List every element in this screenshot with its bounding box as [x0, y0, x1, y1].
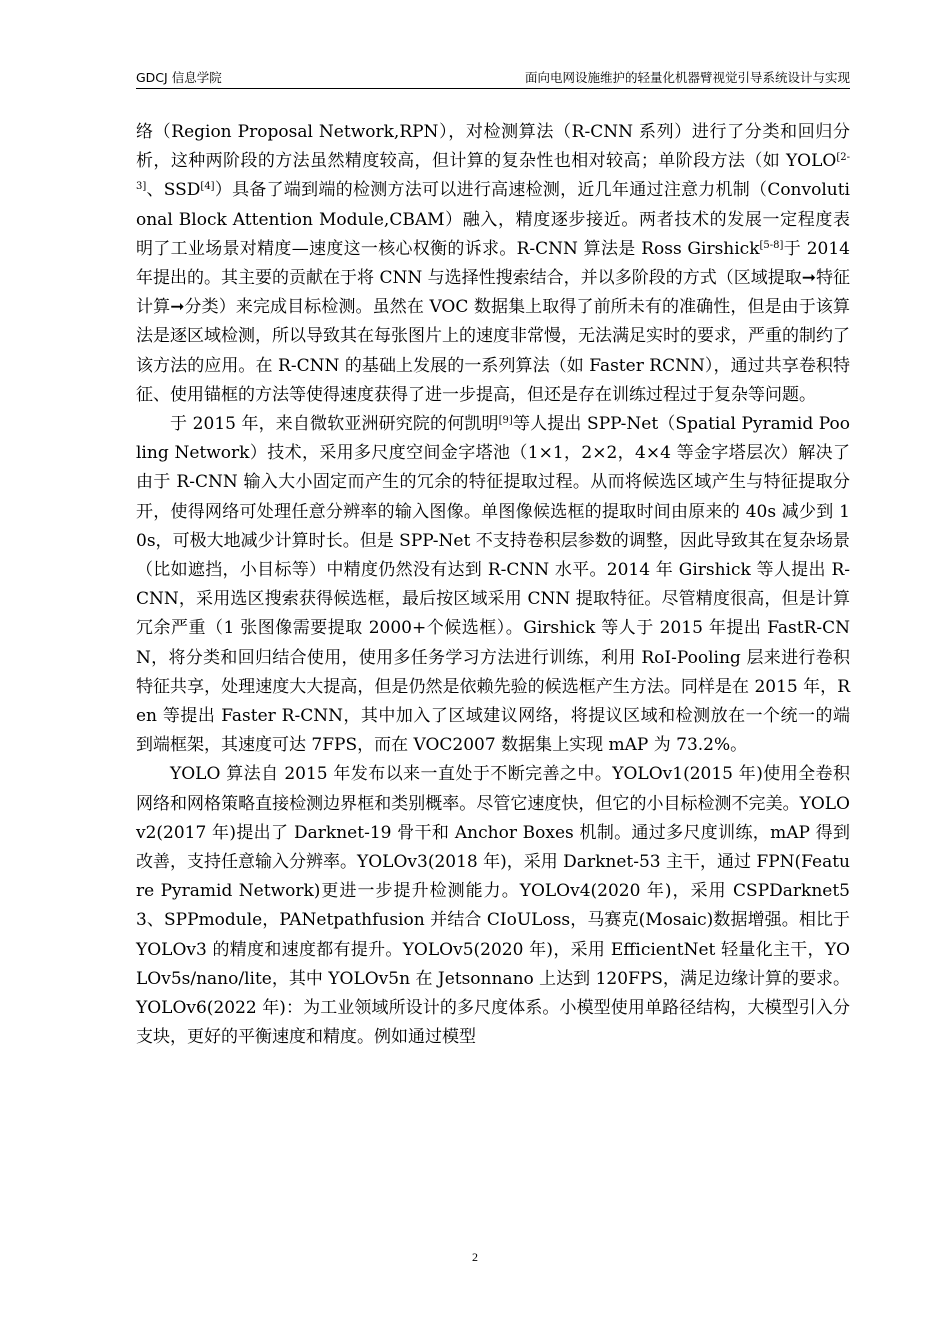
text-run: 于 2015 年，来自微软亚洲研究院的何凯明	[170, 414, 499, 435]
citation: [5-8]	[759, 239, 784, 251]
citation: [2-3]	[136, 152, 850, 193]
text-run: YOLO 算法自 2015 年发布以来一直处于不断完善之中。YOLOv1(2015 年)使用全卷积网络和网格策略直接检测边界框和类别概率。尽管它速度快，但它的小目标检测不完美。YOLOv2(2017 年)提出了 Darknet-19 骨干和 Anchor Boxes 机制。通过多尺度训练，mAP 得到改善，支持任意输入分辨率。YOLOv3(2018 年)，采用 Darknet-53 主干，通过 FPN(Feature Pyramid Network)更进一步提升检测能力。YOLOv4(2020 年)，采用 CSPDarknet53、SPPmodule，PANetpathfusion 并结合 CIoULoss，马赛克(Mosaic)数据增强。相比于 YOLOv3 的精度和速度都有提升。YOLOv5(2020 年)，采用 EfficientNet 轻量化主干，YOLOv5s/nano/lite，其中 YOLOv5n 在 Jetsonnano 上达到 120FPS，满足边缘计算的要求。YOLOv6(2022 年)：为工业领域所设计的多尺度体系。小模型使用单路径结构，大模型引入分支块，更好的平衡速度和精度。例如通过模型	[136, 764, 850, 1048]
citation: [4]	[200, 181, 215, 193]
page-header	[136, 66, 850, 89]
header-institution: GDCJ 信息学院	[136, 70, 222, 85]
paragraph-spp-net	[136, 410, 850, 760]
text-run: 、SSD	[146, 180, 201, 201]
text-run: ）具备了端到端的检测方法可以进行高速检测，近几年通过注意力机制（Convolutional Block Attention Module,CBAM）融入，精度逐步接近。两者技术的发展一定程度表明了工业场景对精度—速度这一核心权衡的诉求。R-CNN 算法是 Ross Girshick	[136, 180, 850, 259]
text-run: 络（Region Proposal Network,RPN），对检测算法（R-CNN 系列）进行了分类和回归分析，这种两阶段的方法虽然精度较高，但计算的复杂性也相对较高；单阶段方法（如 YOLO	[136, 122, 850, 172]
paragraph-continuation	[136, 118, 850, 410]
citation: [9]	[498, 415, 513, 427]
page-number: 2	[472, 1250, 478, 1264]
text-run: 等人提出 SPP-Net（Spatial Pyramid Pooling Network）技术，采用多尺度空间金字塔池（1×1，2×2，4×4 等金字塔层次）解决了由于 R-CNN 输入大小固定而产生的冗余的特征提取过程。从而将候选区域产生与特征提取分开，使得网络可处理任意分辨率的输入图像。单图像候选框的提取时间由原来的 40s 减少到 10s，可极大地减少计算时长。但是 SPP-Net 不支持卷积层参数的调整，因此导致其在复杂场景（比如遮挡，小目标等）中精度仍然没有达到 R-CNN 水平。2014 年 Girshick 等人提出 R-CNN，采用选区搜索获得候选框，最后按区域采用 CNN 提取特征。尽管精度很高，但是计算冗余严重（1 张图像需要提取 2000+个候选框）。Girshick 等人于 2015 年提出 FastR-CNN，将分类和回归结合使用，使用多任务学习方法进行训练，利用 RoI-Pooling 层来进行卷积特征共享，处理速度大大提高，但是仍然是依赖先验的候选框产生方法。同样是在 2015 年，Ren 等提出 Faster R-CNN，其中加入了区域建议网络，将提议区域和检测放在一个统一的端到端框架，其速度可达 7FPS，而在 VOC2007 数据集上实现 mAP 为 73.2%。	[136, 414, 850, 756]
body-text	[136, 118, 850, 1053]
paragraph-yolo	[136, 760, 850, 1052]
header-thesis-title: 面向电网设施维护的轻量化机器臂视觉引导系统设计与实现	[524, 70, 850, 85]
text-run: 于 2014 年提出的。其主要的贡献在于将 CNN 与选择性搜索结合，并以多阶段的方式（区域提取➞特征计算➞分类）来完成目标检测。虽然在 VOC 数据集上取得了前所未有的准确性，但是由于该算法是逐区域检测，所以导致其在每张图片上的速度非常慢，无法满足实时的要求，严重的制约了该方法的应用。在 R-CNN 的基础上发展的一系列算法（如 Faster RCNN），通过共享卷积特征、使用锚框的方法等使得速度获得了进一步提高，但还是存在训练过程过于复杂等问题。	[136, 238, 850, 405]
